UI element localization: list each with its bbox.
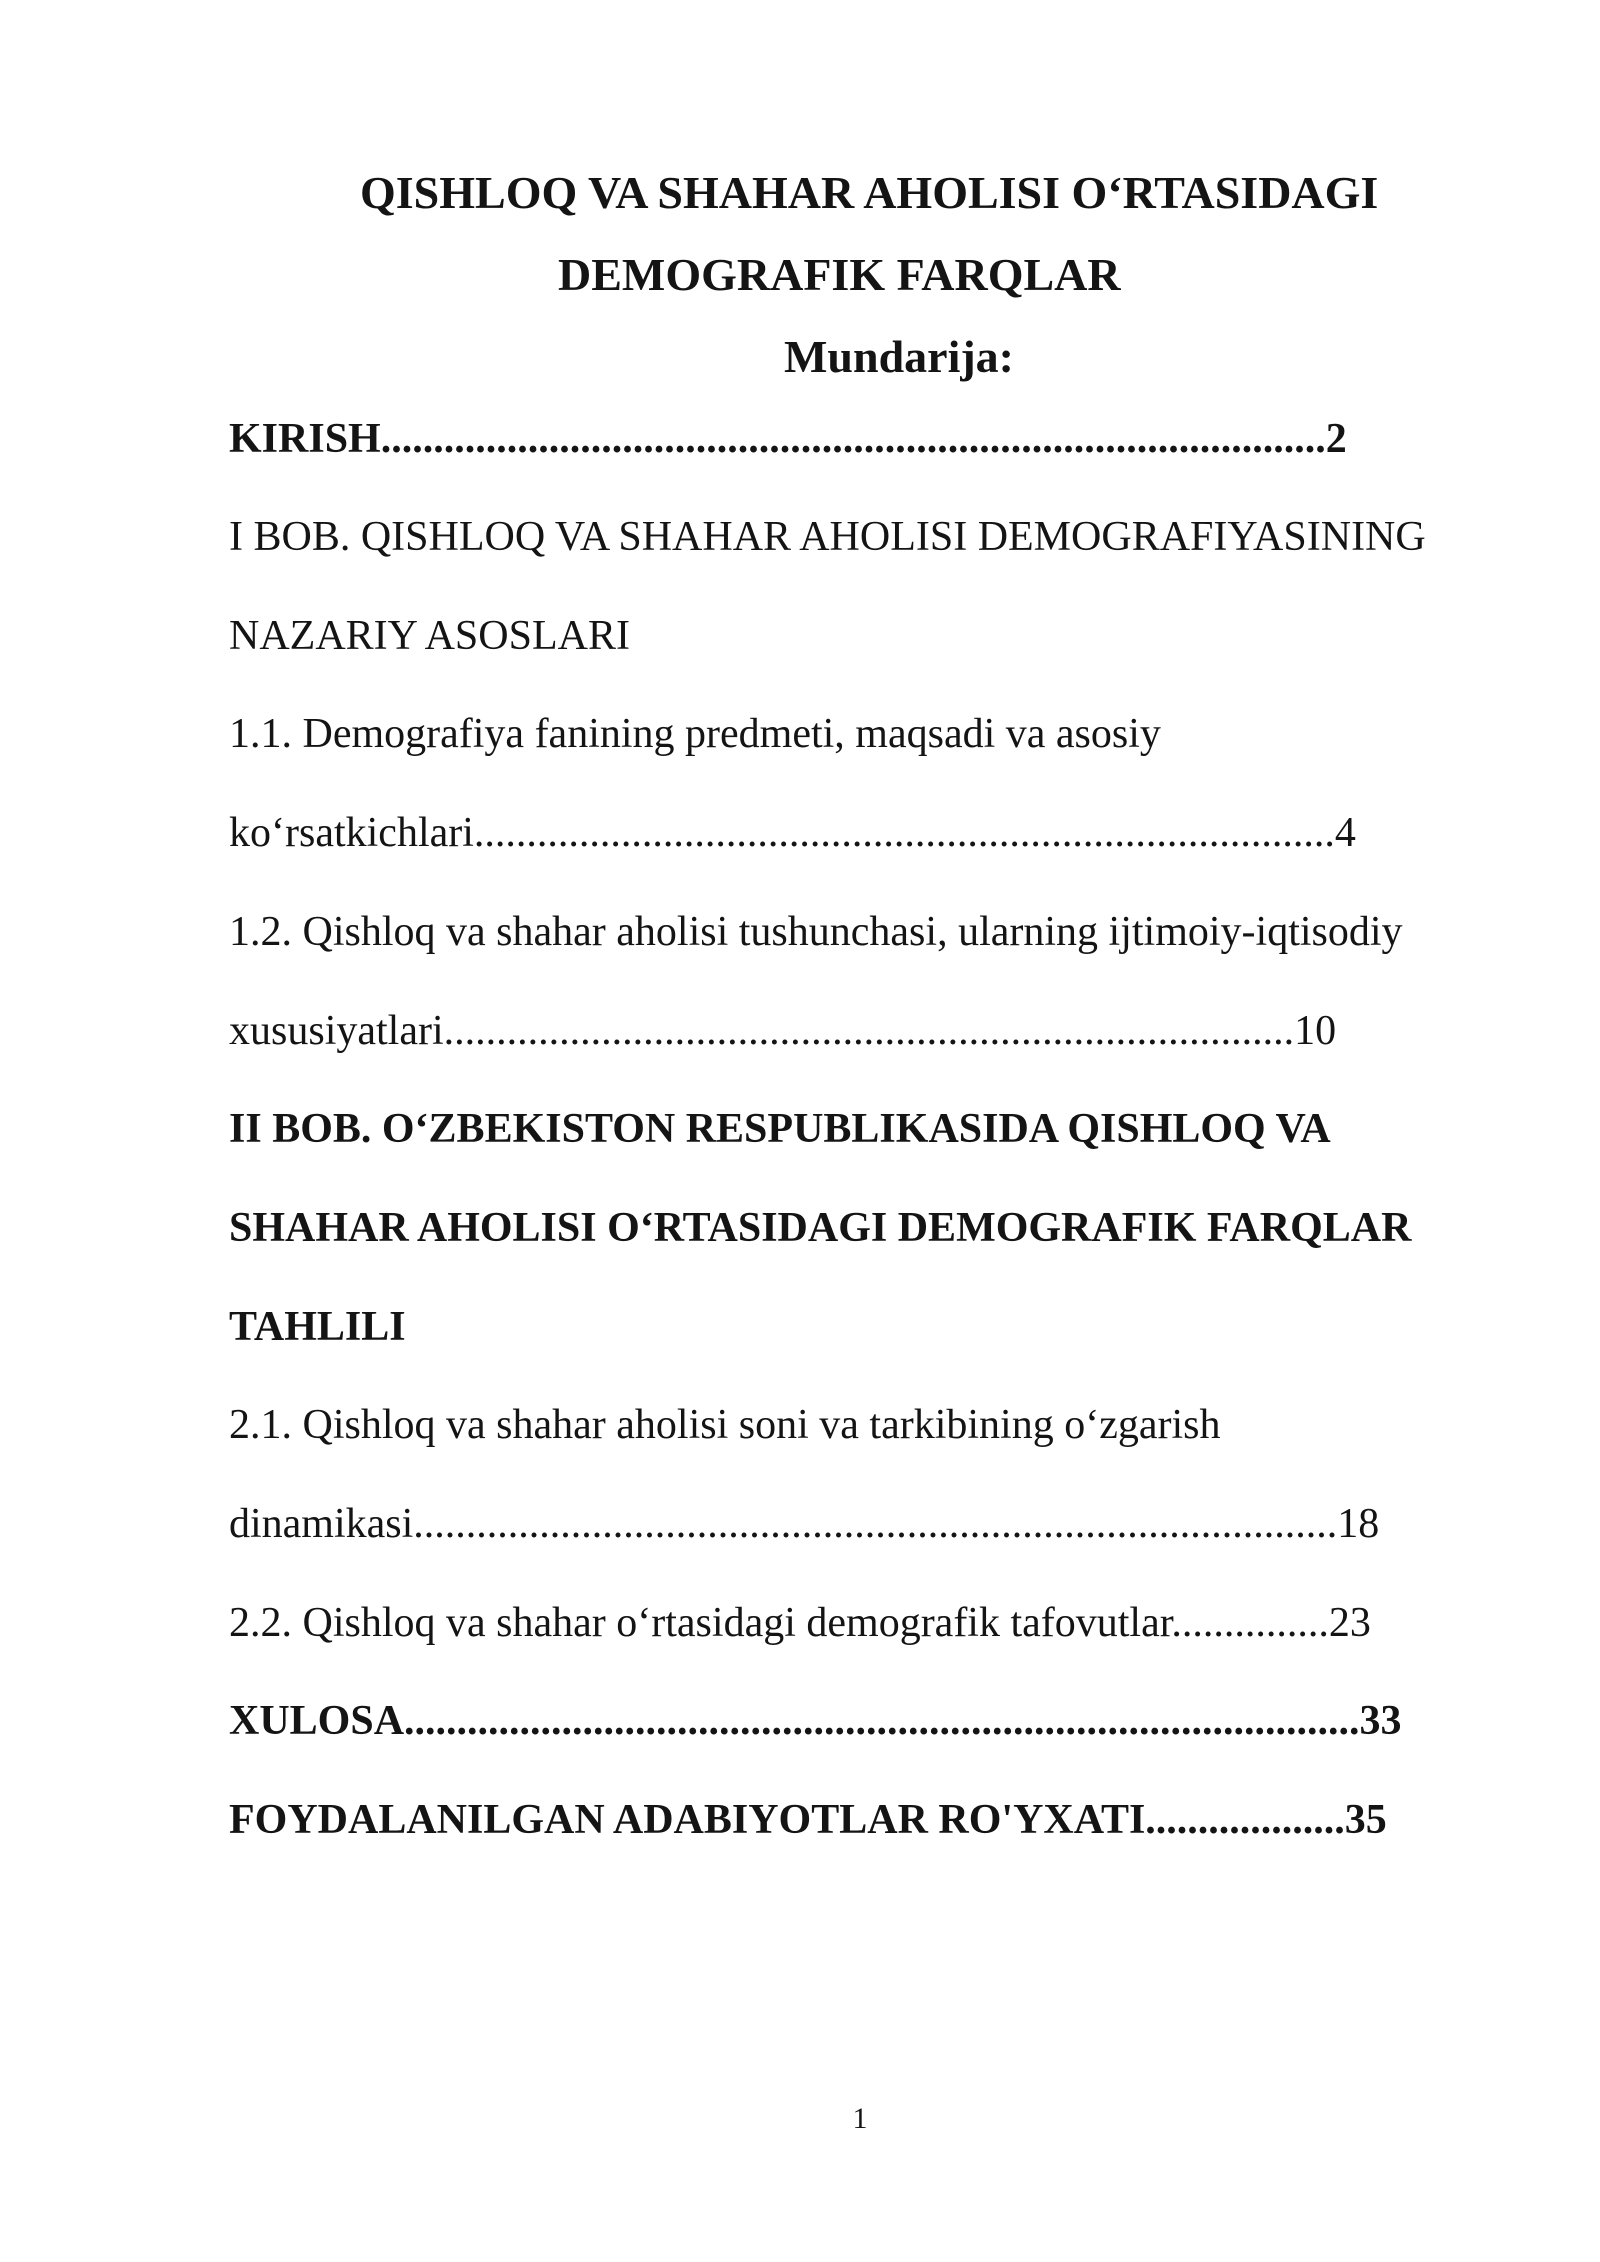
toc-entry-section-1-2-line-1: 1.2. Qishloq va shahar aholisi tushunchasi, ularning ijtimoiy-iqtisodiy — [229, 909, 1403, 955]
page-number: 1 — [852, 2102, 868, 2135]
document-title-line-2: DEMOGRAFIK FARQLAR — [558, 249, 1121, 300]
toc-entry-references: FOYDALANILGAN ADABIYOTLAR RO'YXATI...................35 — [229, 1797, 1387, 1843]
toc-entry-section-2-1-line-2: dinamikasi........................................................................................18 — [229, 1501, 1380, 1547]
toc-entry-chapter-2-line-2: SHAHAR AHOLISI O‘RTASIDAGI DEMOGRAFIK FARQLAR — [229, 1205, 1412, 1251]
toc-entry-chapter-1-line-1: I BOB. QISHLOQ VA SHAHAR AHOLISI DEMOGRAFIYASINING — [229, 514, 1426, 560]
toc-entry-chapter-1-line-2: NAZARIY ASOSLARI — [229, 613, 630, 659]
toc-entry-chapter-2-line-1: II BOB. O‘ZBEKISTON RESPUBLIKASIDA QISHLOQ VA — [229, 1106, 1331, 1152]
toc-entry-xulosa: XULOSA...........................................................................................33 — [229, 1698, 1402, 1744]
toc-entry-section-2-1-line-1: 2.1. Qishloq va shahar aholisi soni va tarkibining o‘zgarish — [229, 1402, 1221, 1448]
toc-entry-section-2-2: 2.2. Qishloq va shahar o‘rtasidagi demografik tafovutlar...............23 — [229, 1600, 1371, 1646]
toc-entry-section-1-2-line-2: xususiyatlari.................................................................................10 — [229, 1008, 1337, 1054]
document-title-line-1: QISHLOQ VA SHAHAR AHOLISI O‘RTASIDAGI — [360, 167, 1379, 218]
toc-entry-section-1-1-line-2: ko‘rsatkichlari..................................................................................4 — [229, 810, 1356, 856]
contents-heading: Mundarija: — [784, 331, 1014, 382]
toc-entry-section-1-1-line-1: 1.1. Demografiya fanining predmeti, maqsadi va asosiy — [229, 711, 1161, 757]
toc-entry-chapter-2-line-3: TAHLILI — [229, 1304, 406, 1350]
toc-entry-kirish: KIRISH..........................................................................................2 — [229, 416, 1347, 462]
